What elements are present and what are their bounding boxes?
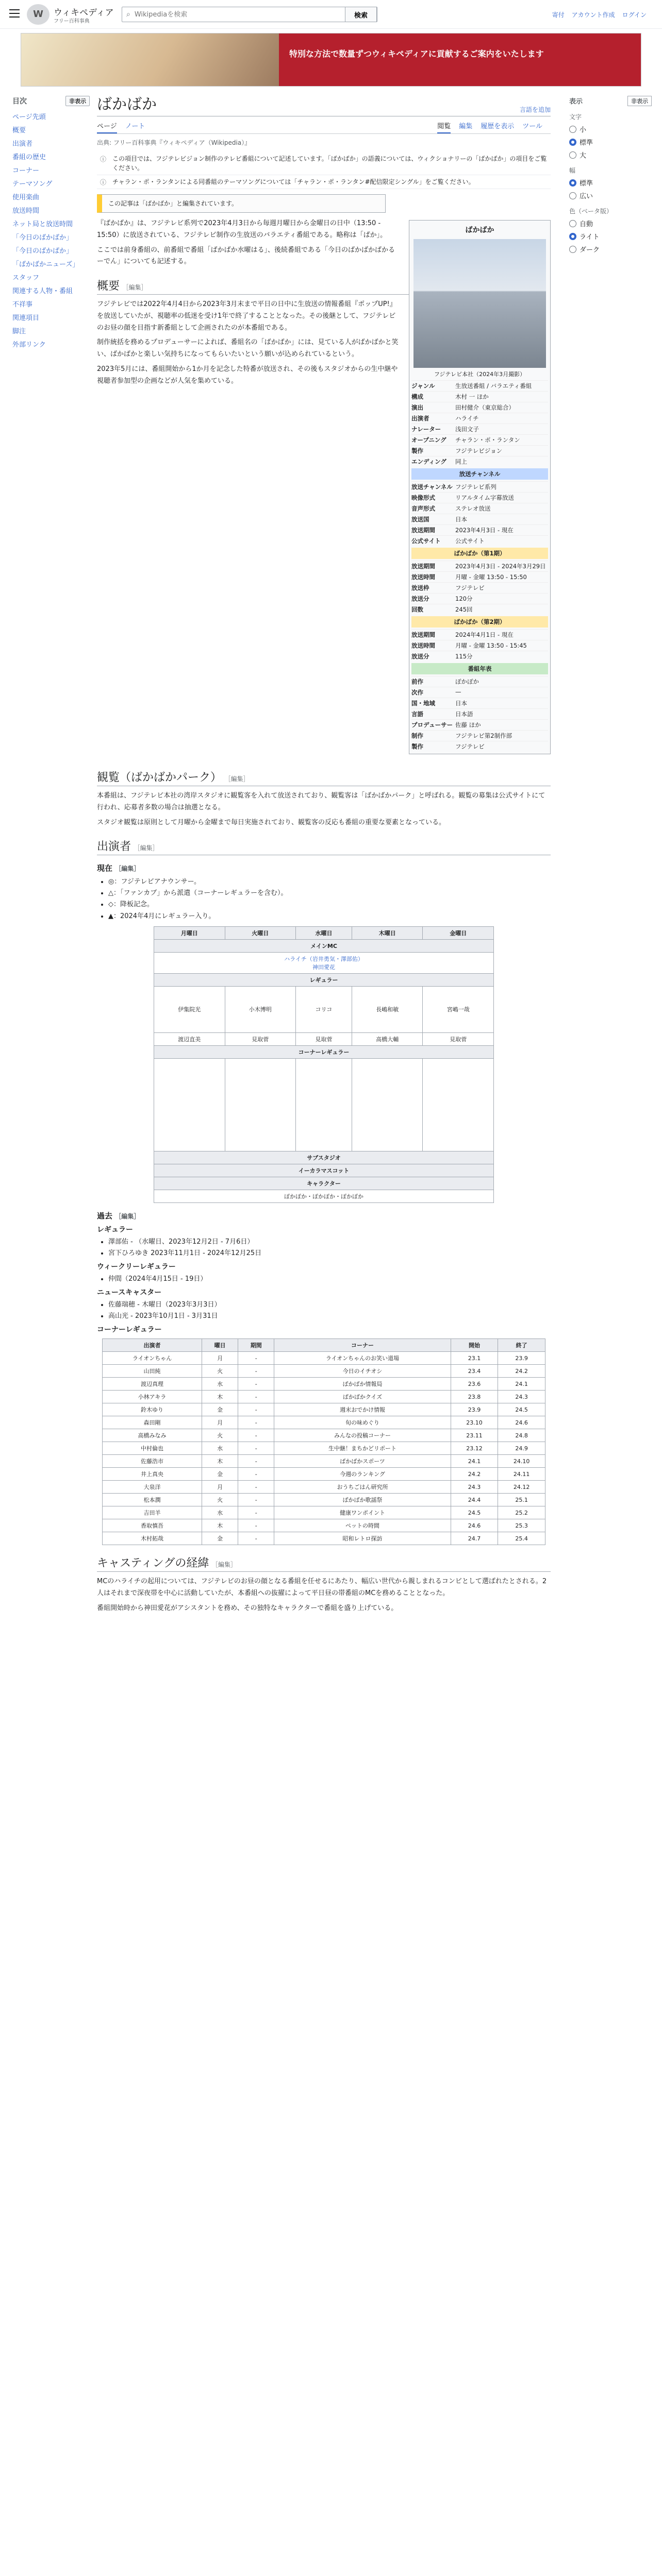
table-cell: 小林アキラ [103, 1391, 202, 1403]
table-cell: ばかばかクイズ [274, 1391, 451, 1403]
table-row [103, 1519, 545, 1532]
table-cell: 週末おでかけ情報 [274, 1403, 451, 1416]
toc-heading: 目次 [12, 97, 27, 106]
wordmark[interactable]: ウィキペディア [54, 8, 114, 18]
table-row [103, 1506, 545, 1519]
table-cell: 渡辺真理 [103, 1378, 202, 1391]
login-link[interactable]: ログイン [622, 11, 647, 19]
toc-item[interactable]: テーマソング [12, 180, 53, 188]
color-auto-option[interactable]: 自動 [569, 218, 652, 228]
table-row [103, 1352, 545, 1365]
infobox-row: 次作 — [411, 687, 548, 698]
paragraph: フジテレビでは2022年4月4日から2023年3月末まで平日の日中に生放送の情報番組『ポップUP!』を放送していたが、視聴率の低迷を受け1年で終了することとなった。その後継として、フジテレビのお昼の顔を目指す新番組として企画されたのが本番組である。 [97, 300, 396, 332]
toc-item[interactable]: 関連項目 [12, 314, 40, 322]
infobox-row: 放送期間 2024年4月1日 - 現在 [411, 629, 548, 640]
color-label: 色（ベータ版） [569, 208, 613, 215]
toc-item[interactable]: 放送時間 [12, 207, 40, 215]
table-cell: 月 [202, 1352, 238, 1365]
table-cell: 24.9 [498, 1442, 545, 1455]
infobox-image[interactable] [413, 239, 546, 368]
infobox [409, 220, 551, 754]
table-cell: - [238, 1468, 274, 1481]
list-item: • ◇：降板記念。 [108, 899, 551, 910]
table-cell: 木 [202, 1519, 238, 1532]
radio-icon [569, 220, 576, 227]
column-header[interactable]: 期間 [238, 1339, 274, 1352]
wikipedia-logo[interactable]: W [27, 4, 49, 25]
edit-link[interactable]: ［編集］ [134, 844, 159, 852]
list-heading: コーナーレギュラー [97, 1326, 162, 1334]
infobox-row: 演出 田村健介（東京総合） [411, 402, 548, 413]
table-cell: 24.2 [498, 1365, 545, 1378]
table-cell: 金 [202, 1532, 238, 1545]
infobox-row: 製作 フジテレビ [411, 741, 548, 752]
radio-icon [569, 151, 576, 159]
table-cell: 24.12 [498, 1481, 545, 1494]
table-cell: - [238, 1378, 274, 1391]
width-standard-option[interactable]: 標準 [569, 178, 652, 188]
toc-item[interactable]: ネット局と放送時間 [12, 221, 73, 228]
edit-link[interactable]: ［編集］ [224, 775, 250, 783]
toc-item[interactable]: 脚注 [12, 328, 26, 335]
table-cell: 23.8 [451, 1391, 498, 1403]
toc-item[interactable]: 関連する人物・番組 [12, 287, 73, 295]
table-cell: - [238, 1455, 274, 1468]
table-cell: 水 [202, 1378, 238, 1391]
tab-article[interactable]: ページ [97, 123, 117, 133]
table-cell: 24.11 [498, 1468, 545, 1481]
table-row [103, 1403, 545, 1416]
subsection-heading: 現在 ［編集］ [97, 863, 140, 873]
table-cell: 木村拓哉 [103, 1532, 202, 1545]
appearance-panel [569, 93, 652, 257]
list-heading: ニュースキャスター [97, 1288, 162, 1297]
table-cell: - [238, 1506, 274, 1519]
infobox-row: プロデューサー 佐藤 ほか [411, 719, 548, 730]
table-cell: - [238, 1532, 274, 1545]
site-header [0, 0, 662, 29]
table-cell: 今日のイチオシ [274, 1365, 451, 1378]
table-row [103, 1455, 545, 1468]
table-cell: - [238, 1519, 274, 1532]
notice-box: この記事は「ばかばか」と編集されています。 [97, 194, 386, 213]
infobox-row: 回数 245回 [411, 604, 548, 615]
search-input[interactable] [135, 11, 345, 19]
table-cell: 鈴木ゆり [103, 1403, 202, 1416]
language-button[interactable]: 言語を追加 [519, 106, 551, 113]
section-heading: キャスティングの経緯 ［編集］ [97, 1554, 551, 1572]
table-cell: 24.5 [451, 1506, 498, 1519]
column-header[interactable]: 終了 [498, 1339, 545, 1352]
table-cell: 24.6 [451, 1519, 498, 1532]
table-cell: 月 [202, 1481, 238, 1494]
infobox-row: 出演者 ハライチ [411, 413, 548, 423]
main-content [97, 93, 551, 1617]
table-cell: 松本潤 [103, 1494, 202, 1506]
list-item: • ▲：2024年4月にレギュラー入り。 [108, 911, 551, 922]
list-heading: ウィークリーレギュラー [97, 1262, 176, 1271]
infobox-row: ジャンル 生放送番組 / バラエティ番組 [411, 380, 548, 391]
infobox-row: 放送分 120分 [411, 593, 548, 604]
table-cell: 木 [202, 1455, 238, 1468]
paragraph: 本番組は、フジテレビ本社の湾岸スタジオに観覧客を入れて放送されており、観覧客は「ばかばかパーク」と呼ばれる。観覧の募集は公式サイトにて行われ、応募者多数の場合は抽選となる。 [97, 792, 545, 811]
table-cell: 昭和レトロ探訪 [274, 1532, 451, 1545]
table-cell: 今週のランキング [274, 1468, 451, 1481]
appearance-heading: 表示 [569, 98, 583, 106]
toc-item[interactable]: 出演者 [12, 140, 33, 148]
table-cell: 25.3 [498, 1519, 545, 1532]
table-row [103, 1429, 545, 1442]
list-heading: レギュラー [97, 1225, 133, 1234]
table-cell: ペットの時間 [274, 1519, 451, 1532]
radio-icon [569, 179, 576, 187]
toc-item[interactable]: コーナー [12, 167, 40, 175]
table-cell: - [238, 1416, 274, 1429]
banner-image [21, 33, 279, 86]
list-item: • 澤部佑 - （水曜日、2023年12月2日 - 7月6日） [108, 1236, 551, 1248]
toc-item[interactable]: 不祥事 [12, 301, 33, 309]
schedule-table: 月曜日 火曜日 水曜日 木曜日 金曜日 メインMC ハライチ（岩井勇気・澤部佑） 神田愛花 レギュラー 伊集院光 小木博明 コリコ 長嶋和敏 宮嶋一哉 渡辺直美 見取菅 見取菅 高橋大輔 見取菅 コーナーレギュラー サブスタジオ イーカラマスコット キャラクター ぽかぽか・ぽかぽか・ぽかぽか [154, 926, 494, 1203]
table-cell: - [238, 1429, 274, 1442]
infobox-row: 放送期間 2023年4月3日 - 2024年3月29日 [411, 561, 548, 571]
edit-link[interactable]: ［編集］ [115, 865, 140, 873]
toc-item[interactable]: スタッフ [12, 274, 40, 282]
tab-read[interactable]: 閲覧 [437, 123, 451, 133]
infobox-row: 製作 フジテレビジョン [411, 445, 548, 456]
table-cell: 24.10 [498, 1455, 545, 1468]
paragraph: MCのハライチの起用については、フジテレビのお昼の顔となる番組を任せるにあたり、幅広い世代から親しまれるコンビとして選ばれたとされる。2人はそれまで深夜帯を中心に活動していたが、本番組への抜擢によって平日昼の帯番組のMCを務めることとなった。 [97, 1578, 547, 1597]
table-cell: 大泉洋 [103, 1481, 202, 1494]
column-header[interactable]: 開始 [451, 1339, 498, 1352]
infobox-row: 構成 木村 一 ほか [411, 391, 548, 402]
table-cell: 24.6 [498, 1416, 545, 1429]
table-row [103, 1391, 545, 1403]
table-cell: 24.1 [451, 1455, 498, 1468]
edit-link[interactable]: ［編集］ [122, 284, 147, 291]
radio-icon [569, 192, 576, 199]
table-row [103, 1416, 545, 1429]
donate-link[interactable]: 寄付 [552, 11, 565, 19]
table-cell: ばかばか情報局 [274, 1378, 451, 1391]
table-cell: 23.10 [451, 1416, 498, 1429]
table-cell: 旬の味めぐり [274, 1416, 451, 1429]
infobox-row: 放送国 日本 [411, 514, 548, 524]
appearance-hide-button[interactable]: 非表示 [627, 96, 652, 106]
table-cell: 24.1 [498, 1378, 545, 1391]
edit-link[interactable]: ［編集］ [211, 1561, 237, 1569]
table-cell: 中村倫也 [103, 1442, 202, 1455]
radio-icon [569, 139, 576, 146]
section-heading: 観覧（ばかばかパーク） ［編集］ [97, 769, 551, 786]
column-header[interactable]: 出演者 [103, 1339, 202, 1352]
infobox-row: 放送時間 月曜 - 金曜 13:50 - 15:45 [411, 640, 548, 651]
donation-banner[interactable] [21, 33, 641, 87]
section-heading: 概要 ［編集］ [97, 277, 551, 295]
toc-item[interactable]: 「今日のばかぱか」 [12, 247, 73, 255]
paragraph: 制作統括を務めるプロデューサーによれば、番組名の「ばかばか」には、見ている人がばかばかと笑い、ばかばかと楽しい気持ちになってもらいたいという願いが込められているという。 [97, 338, 399, 358]
toc-item[interactable]: 使用楽曲 [12, 194, 40, 201]
infobox-row: 放送時間 月曜 - 金曜 13:50 - 15:50 [411, 571, 548, 582]
table-cell: - [238, 1391, 274, 1403]
table-cell: 佐藤浩市 [103, 1455, 202, 1468]
table-cell: 高橋みなみ [103, 1429, 202, 1442]
infobox-row: エンディング 同上 [411, 456, 548, 467]
table-cell: 森田剛 [103, 1416, 202, 1429]
width-label: 幅 [569, 167, 576, 174]
table-cell: 23.11 [451, 1429, 498, 1442]
color-dark-option[interactable]: ダーク [569, 244, 652, 254]
toc-hide-button[interactable]: 非表示 [65, 96, 90, 106]
table-cell: 24.5 [498, 1403, 545, 1416]
table-cell: 井上真央 [103, 1468, 202, 1481]
table-row [103, 1494, 545, 1506]
infobox-row: 国・地域 日本 [411, 698, 548, 708]
tab-tools[interactable]: ツール [522, 123, 542, 130]
table-cell: 24.2 [451, 1468, 498, 1481]
table-row [103, 1442, 545, 1455]
toc-item[interactable]: 外部リンク [12, 341, 46, 349]
list-item: • 仲間（2024年4月15日 - 19日） [108, 1274, 551, 1285]
table-cell: 健康ワンポイント [274, 1506, 451, 1519]
infobox-row: オープニング チャラン・ポ・ランタン [411, 434, 548, 445]
page-tabs [97, 116, 551, 134]
table-cell: 24.8 [498, 1429, 545, 1442]
table-cell: - [238, 1494, 274, 1506]
infobox-row: 前作 ぽかぽか [411, 676, 548, 687]
table-cell: 水 [202, 1506, 238, 1519]
infobox-section-header: 番組年表 [411, 663, 548, 674]
section-heading: 出演者 ［編集］ [97, 838, 551, 855]
paragraph: 2023年5月には、番組開始から1か月を記念した特番が放送され、その後もスタジオからの生中継や視聴者参加型の企画などが人気を集めている。 [97, 365, 398, 385]
table-cell: - [238, 1403, 274, 1416]
text-size-label: 文字 [569, 113, 582, 121]
color-light-option[interactable]: ライト [569, 231, 652, 241]
toc-item[interactable]: 番組の歴史 [12, 154, 46, 161]
text-standard-option[interactable]: 標準 [569, 137, 652, 147]
table-row [103, 1481, 545, 1494]
table-cell: おうちごはん研究所 [274, 1481, 451, 1494]
table-cell: ばかばかスポーツ [274, 1455, 451, 1468]
list-item: • 宮下ひろゆき 2023年11月1日 - 2024年12月25日 [108, 1248, 551, 1259]
table-cell: 香取慎吾 [103, 1519, 202, 1532]
infobox-section-header: ばかばか（第1期） [411, 548, 548, 559]
tab-history[interactable]: 履歴を表示 [481, 123, 515, 130]
table-cell: 火 [202, 1494, 238, 1506]
edit-link[interactable]: ［編集］ [115, 1212, 140, 1220]
toc-sidebar [12, 93, 90, 352]
table-cell: 25.2 [498, 1506, 545, 1519]
table-cell: 23.6 [451, 1378, 498, 1391]
table-cell: 火 [202, 1365, 238, 1378]
main-menu-icon[interactable] [9, 9, 20, 18]
infobox-section-header: 放送チャンネル [411, 468, 548, 480]
personal-tools [552, 10, 647, 19]
infobox-row: 放送枠 フジテレビ [411, 582, 548, 593]
table-cell: 火 [202, 1429, 238, 1442]
tab-talk[interactable]: ノート [125, 123, 145, 130]
radio-icon [569, 246, 576, 253]
paragraph: スタジオ観覧は原則として月曜から金曜まで毎日実施されており、観覧客の反応も番組の重要な要素となっている。 [97, 818, 446, 826]
table-cell: 金 [202, 1468, 238, 1481]
table-cell: 24.3 [498, 1391, 545, 1403]
table-cell: - [238, 1352, 274, 1365]
text-small-option[interactable]: 小 [569, 124, 652, 134]
page-title: ばかばか 言語を追加 [97, 93, 551, 116]
lead-paragraph: ここでは前身番組の、前番組で番組「ばかばか水曜はる」、後続番組である「今日のばかばかばかるーでん」についても記述する。 [97, 246, 395, 266]
list-item: • ◎：フジテレビアナウンサー。 [108, 876, 551, 888]
tab-edit[interactable]: 編集 [459, 123, 473, 130]
banner-text: 特別な方法で数量ずつウィキペディアに貢献するご案内をいたします [279, 33, 641, 86]
infobox-row: 放送チャンネル フジテレビ系列 [411, 481, 548, 492]
width-wide-option[interactable]: 広い [569, 191, 652, 200]
search-button[interactable]: 検索 [345, 7, 377, 22]
legend-list [108, 876, 551, 922]
corner-table [102, 1338, 545, 1545]
table-row [103, 1468, 545, 1481]
column-header[interactable]: 曜日 [202, 1339, 238, 1352]
search-box[interactable] [122, 7, 377, 22]
mc-cell: ハライチ（岩井勇気・澤部佑） 神田愛花 [154, 952, 494, 973]
table-cell: ライオンちゃん [103, 1352, 202, 1365]
from-line: 出典: フリー百科事典『ウィキペディア（Wikipedia）』 [97, 139, 251, 146]
infobox-row: 放送分 115分 [411, 651, 548, 662]
infobox-row: 言語 日本語 [411, 708, 548, 719]
table-cell: 金 [202, 1403, 238, 1416]
text-large-option[interactable]: 大 [569, 150, 652, 160]
table-row [103, 1532, 545, 1545]
list-item: • 佐藤瑞穂 - 木曜日（2023年3月3日） [108, 1299, 551, 1311]
toc-list [12, 111, 90, 349]
toc-item[interactable]: ページ先頭 [12, 113, 46, 121]
hatnote: ⓘ この項目では、フジテレビジョン制作のテレビ番組について記述しています。「ばかばか」の語義については、ウィクショナリーの「ばかばか」の項目をご覧ください。 [97, 152, 551, 175]
table-cell: 24.3 [451, 1481, 498, 1494]
table-cell: みんなの投稿コーナー [274, 1429, 451, 1442]
tagline: フリー百科事典 [54, 19, 90, 24]
toc-item[interactable]: 「ばかばかニューズ」 [12, 261, 79, 268]
infobox-row: 映像形式 リアルタイム字幕放送 [411, 492, 548, 503]
table-cell: 25.4 [498, 1532, 545, 1545]
infobox-section-header: ばかばか（第2期） [411, 616, 548, 628]
column-header[interactable]: コーナー [274, 1339, 451, 1352]
infobox-row: 音声形式 ステレオ放送 [411, 503, 548, 514]
table-cell: 23.4 [451, 1365, 498, 1378]
table-cell: 23.12 [451, 1442, 498, 1455]
table-row [103, 1378, 545, 1391]
table-row [103, 1365, 545, 1378]
infobox-row: 公式サイト 公式サイト [411, 535, 548, 546]
table-cell: 23.1 [451, 1352, 498, 1365]
table-cell: 吉田羊 [103, 1506, 202, 1519]
table-cell: 生中継！まちかどリポート [274, 1442, 451, 1455]
create-account-link[interactable]: アカウント作成 [571, 11, 615, 19]
table-cell: 23.9 [451, 1403, 498, 1416]
table-cell: 水 [202, 1442, 238, 1455]
subsection-heading: 過去 ［編集］ [97, 1211, 140, 1221]
table-cell: 23.9 [498, 1352, 545, 1365]
table-cell: ライオンちゃんのお笑い道場 [274, 1352, 451, 1365]
infobox-row: 制作 フジテレビ第2制作部 [411, 730, 548, 741]
table-cell: - [238, 1442, 274, 1455]
lead-paragraph: 『ばかばか』は、フジテレビ系列で2023年4月3日から毎週月曜日から金曜日の日中（13:50 - 15:50）に放送されている、フジテレビ制作の生放送のバラエティ番組である。略称は「ぱか」。 [97, 219, 387, 239]
table-cell: 木 [202, 1391, 238, 1403]
toc-item[interactable]: 概要 [12, 127, 26, 134]
infobox-caption: フジテレビ本社（2024年3月撮影） [434, 371, 526, 378]
hatnote: ⓘ チャラン・ポ・ランタンによる同番組のテーマソングについては「チャラン・ポ・ランタン#配信限定シングル」をご覧ください。 [97, 175, 551, 189]
list-item: • 高山光 - 2023年10月1日 - 3月31日 [108, 1311, 551, 1322]
table-cell: 25.1 [498, 1494, 545, 1506]
infobox-title: ばかばか [465, 226, 494, 234]
table-cell: 24.7 [451, 1532, 498, 1545]
infobox-row: ナレーター 浅田文子 [411, 423, 548, 434]
paragraph: 番組開始時から神田愛花がアシスタントを務め、その独特なキャラクターで番組を盛り上げている。 [97, 1604, 398, 1612]
toc-item[interactable]: 「今日のばかばか」 [12, 234, 73, 242]
table-cell: 24.4 [451, 1494, 498, 1506]
radio-icon [569, 233, 576, 240]
search-icon: ⌕ [126, 10, 130, 19]
table-cell: 月 [202, 1416, 238, 1429]
radio-icon [569, 126, 576, 133]
list-item: • △：「ファンカブ」から派遣（コーナーレギュラーを含む）。 [108, 888, 551, 899]
table-cell: ばかばか歌謡祭 [274, 1494, 451, 1506]
table-cell: - [238, 1365, 274, 1378]
infobox-row: 放送期間 2023年4月3日 - 現在 [411, 524, 548, 535]
table-cell: - [238, 1481, 274, 1494]
table-cell: 山田純 [103, 1365, 202, 1378]
